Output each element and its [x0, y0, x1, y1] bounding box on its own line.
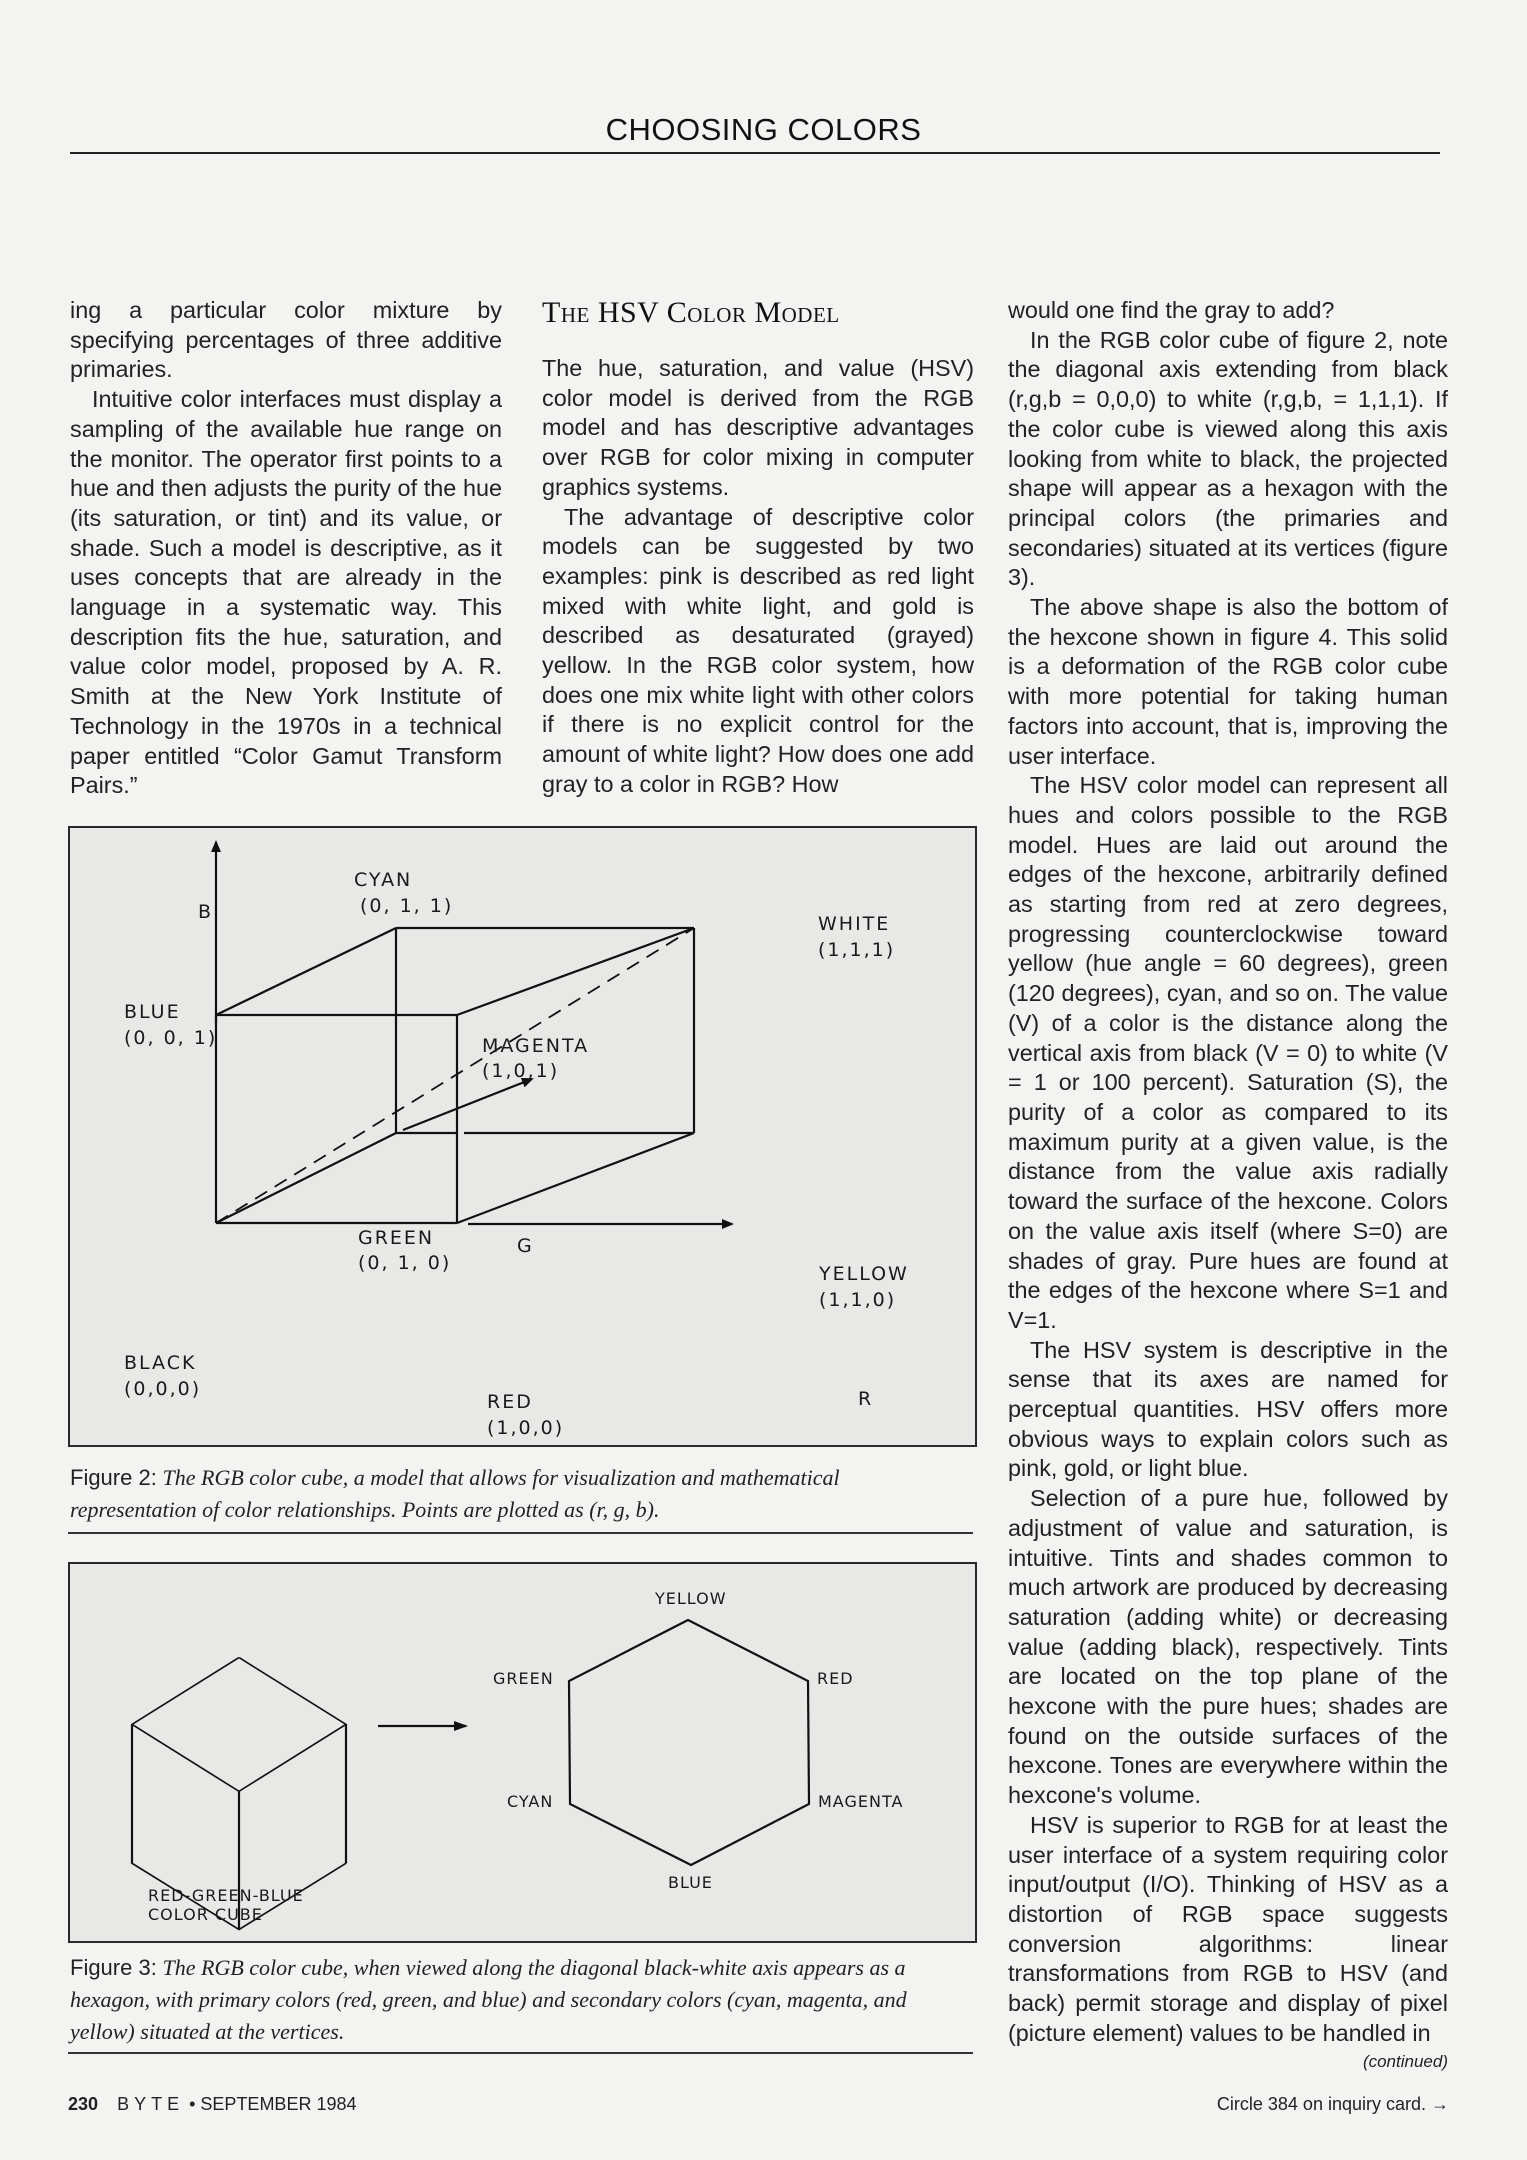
- figure-3-rule: [68, 2052, 973, 2054]
- cyan-label: CYAN: [354, 869, 413, 891]
- magazine-name: BYTE: [117, 2094, 185, 2114]
- hex-red-label: RED: [817, 1669, 854, 1688]
- cube-label-line1: RED-GREEN-BLUE: [148, 1886, 304, 1905]
- figure-2-rgb-cube: [68, 826, 977, 1447]
- section-heading: The HSV Color Model: [542, 296, 840, 329]
- paragraph: The hue, saturation, and value (HSV) color model is derived from the RGB model and has descriptive advantages over RGB for color mixing in computer graphics systems.: [542, 355, 974, 500]
- white-label: WHITE: [818, 913, 891, 935]
- yellow-label: YELLOW: [819, 1263, 909, 1285]
- figure-2-caption: [70, 1462, 970, 1526]
- white-coords: (1,1,1): [818, 939, 896, 961]
- paragraph: In the RGB color cube of figure 2, note the diagonal axis extending from black (r,g,b = 0,0,0) to white (r,g,b, = 1,1,1). If the color cube is viewed along this axis looking from white to black, the projected shape will appear as a hexagon with the principal colors (the primaries and secondaries) situated at its vertices (figure 3).: [1008, 326, 1448, 591]
- figure-3-label: Figure 3:: [70, 1955, 157, 1980]
- g-axis-arrow: [403, 1079, 532, 1130]
- red-label: RED: [487, 1391, 533, 1413]
- paragraph: The HSV color model can represent all hues and colors possible to the RGB model. Hues are laid out around the edges of the hexcone, arbitrarily defined as starting from red at zero degrees, progressing counterclockwise toward yellow (hue angle = 60 degrees), green (120 degrees), cyan, and so on. The value (V) of a color is the distance along the vertical axis from black (V = 0) to white (V = 1 or 100 percent). Saturation (S), the purity of a color as compared to its maximum purity at a given value, is the distance from the value axis radially toward the surface of the hexcone. Colors on the value axis itself (where S=0) are shades of gray. Pure hues are found at the edges of the hexcone where S=1 and V=1.: [1008, 772, 1448, 1333]
- figure-3-caption-text: The RGB color cube, when viewed along the diagonal black-white axis appears as a hexagon, with primary colors (red, green, and blue) and secondary colors (cyan, magenta, and yellow) situated at the vertices.: [70, 1955, 907, 2044]
- inquiry-note: Circle 384 on inquiry card. →: [1216, 2094, 1449, 2114]
- g-axis-label: G: [517, 1235, 534, 1257]
- issue-date: SEPTEMBER 1984: [200, 2094, 357, 2114]
- hex-yellow-label: YELLOW: [655, 1589, 727, 1608]
- column-3: [1008, 296, 1448, 2074]
- green-coords: (0, 1, 0): [358, 1252, 452, 1274]
- figure-2-caption-text: The RGB color cube, a model that allows for visualization and mathematical representation of color relationships. Points are plotted as (r, g, b).: [70, 1465, 840, 1522]
- hex-cyan-label: CYAN: [507, 1792, 554, 1811]
- hexagon-outline: [569, 1620, 809, 1865]
- figure-2-label: Figure 2:: [70, 1465, 157, 1490]
- paragraph: The HSV system is descriptive in the sense that its axes are named for perceptual quantities. HSV offers more obvious ways to explain colors such as pink, gold, or light blue.: [1008, 1336, 1448, 1482]
- cyan-coords: (0, 1, 1): [360, 895, 454, 917]
- figure-3-hexagon: [68, 1562, 977, 1943]
- running-header: CHOOSING COLORS: [605, 112, 922, 147]
- cube-to-hexagon-diagram: [70, 1564, 975, 1941]
- figure-2-rule: [68, 1532, 973, 1534]
- page-footer: [68, 2094, 357, 2115]
- footer-bullet: •: [189, 2094, 196, 2114]
- figure-3-caption: [70, 1952, 970, 2048]
- hex-magenta-label: MAGENTA: [818, 1792, 904, 1811]
- header-rule: [70, 152, 1440, 154]
- b-axis-label: B: [198, 901, 214, 923]
- paragraph: The above shape is also the bottom of the hexcone shown in figure 4. This solid is a deformation of the RGB color cube with more potential for taking human factors into account, that is, improving the user interface.: [1008, 594, 1448, 769]
- paragraph: HSV is superior to RGB for at least the user interface of a system requiring color input/output (I/O). Thinking of HSV as a distortion of RGB space suggests conversion algorithms: linear transformations from RGB to HSV (and back) permit storage and display of pixel (picture element) values to be handled in: [1008, 1811, 1448, 2046]
- paragraph: Intuitive color interfaces must display a sampling of the available hue range on the monitor. The operator first points to a hue and then adjusts the purity of the hue (its saturation, or tint) and its value, or shade. Such a model is descriptive, as it uses concepts that are already in the language in a systematic way. This description fits the hue, saturation, and value color model, proposed by A. R. Smith at the New York Institute of Technology in the 1970s in a technical paper entitled “Color Gamut Transform Pairs.”: [70, 386, 502, 799]
- black-label: BLACK: [124, 1352, 197, 1374]
- paragraph: would one find the gray to add?: [1008, 297, 1335, 323]
- column-1: [70, 296, 502, 801]
- magenta-label: MAGENTA: [482, 1035, 590, 1057]
- hex-blue-label: BLUE: [668, 1873, 713, 1892]
- hex-green-label: GREEN: [493, 1669, 554, 1688]
- blue-coords: (0, 0, 1): [124, 1027, 218, 1049]
- paragraph: ing a particular color mixture by specifying percentages of three additive primaries.: [70, 297, 502, 383]
- blue-label: BLUE: [124, 1001, 181, 1023]
- green-label: GREEN: [358, 1227, 435, 1249]
- rgb-cube-diagram: [70, 828, 975, 1445]
- page-number: 230: [68, 2094, 99, 2114]
- paragraph: Selection of a pure hue, followed by adjustment of value and saturation, is intuitive. Tints and shades common to much artwork are produced by decreasing saturation (adding white) or decreasing value (adding black), respectively. Tints are located on the top plane of the hexcone with the pure hues; shades are found on the outside surfaces of the hexcone. Tones are everywhere within the hexcone's volume.: [1008, 1485, 1448, 1809]
- r-axis-label: R: [858, 1388, 874, 1410]
- red-coords: (1,0,0): [487, 1417, 565, 1439]
- magenta-coords: (1,0,1): [482, 1060, 560, 1082]
- cube-label-line2: COLOR CUBE: [148, 1905, 263, 1924]
- paragraph: The advantage of descriptive color models can be suggested by two examples: pink is described as red light mixed with white light, and gold is described as desaturated (grayed) yellow. In the RGB color system, how does one mix white light with other colors if there is no explicit control for the amount of white light? How does one add gray to a color in RGB? How: [542, 503, 974, 797]
- column-2: [542, 296, 974, 800]
- black-coords: (0,0,0): [124, 1378, 202, 1400]
- continued-note: (continued): [1362, 2052, 1448, 2072]
- yellow-coords: (1,1,0): [819, 1289, 897, 1311]
